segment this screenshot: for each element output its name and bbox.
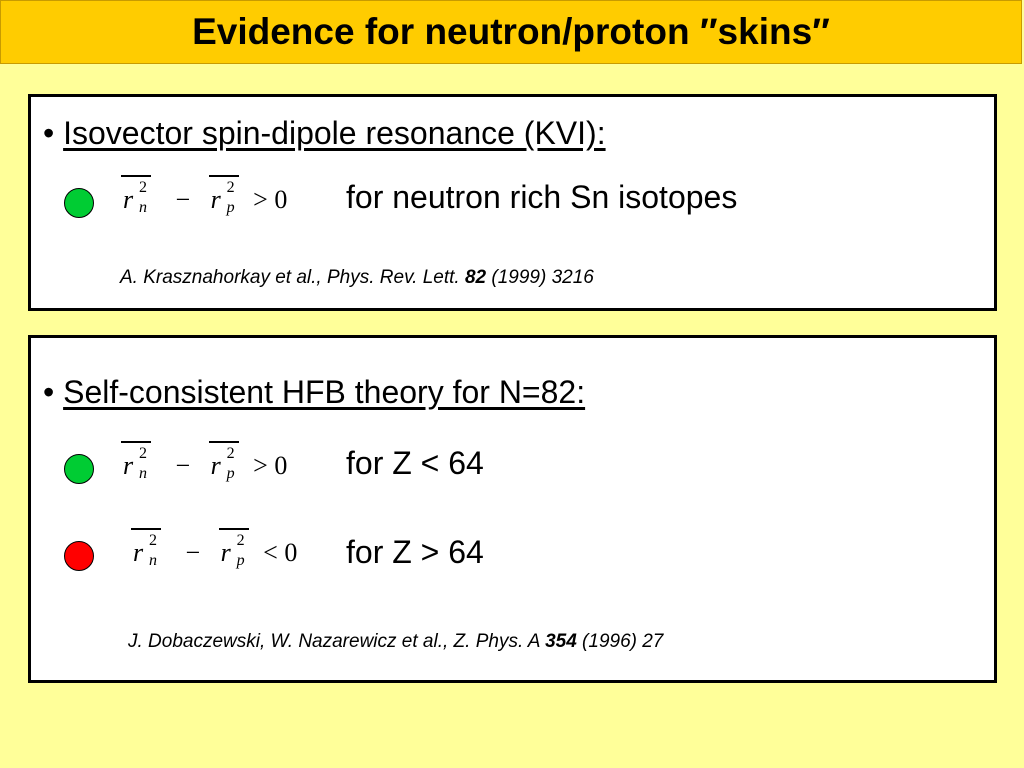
citation: A. Krasznahorkay et al., Phys. Rev. Lett. 82 (1999) 3216 xyxy=(120,267,594,288)
formula-condition-text: for neutron rich Sn isotopes xyxy=(346,179,738,215)
formula-minus: − xyxy=(185,538,201,567)
formula-radius-difference xyxy=(133,532,298,569)
formula-rp2: r 2 p xyxy=(211,185,243,215)
formula-rn2: r 2 n xyxy=(133,538,165,568)
formula-relation: > 0 xyxy=(253,451,288,480)
formula-relation: > 0 xyxy=(253,185,288,214)
formula-radius-difference xyxy=(123,179,288,216)
slide-title: Evidence for neutron/proton ″skins″ xyxy=(192,11,830,52)
formula-radius-difference xyxy=(123,445,288,482)
panel-heading xyxy=(43,115,606,152)
formula-minus: − xyxy=(175,451,191,480)
formula-relation: < 0 xyxy=(263,538,298,567)
heading-text: Isovector spin-dipole resonance (KVI): xyxy=(63,115,606,151)
formula-rn2: r 2 n xyxy=(123,451,155,481)
formula-rp2: r 2 p xyxy=(211,451,243,481)
evidence-panel-kvi xyxy=(28,94,997,311)
bullet: • xyxy=(43,115,55,151)
formula-condition-text: for Z > 64 xyxy=(346,534,484,570)
formula-minus: − xyxy=(175,185,191,214)
formula-rp2: r 2 p xyxy=(221,538,253,568)
formula-rn2: r 2 n xyxy=(123,185,155,215)
formula-condition-text: for Z < 64 xyxy=(346,445,484,481)
evidence-panel-hfb xyxy=(28,335,997,683)
title-bar xyxy=(0,0,1022,64)
panel-heading xyxy=(43,374,585,411)
red-dot-icon xyxy=(64,541,94,571)
bullet: • xyxy=(43,374,55,410)
citation: J. Dobaczewski, W. Nazarewicz et al., Z. Phys. A 354 (1996) 27 xyxy=(128,631,664,652)
heading-text: Self-consistent HFB theory for N=82: xyxy=(63,374,586,410)
green-dot-icon xyxy=(64,454,94,484)
green-dot-icon xyxy=(64,188,94,218)
